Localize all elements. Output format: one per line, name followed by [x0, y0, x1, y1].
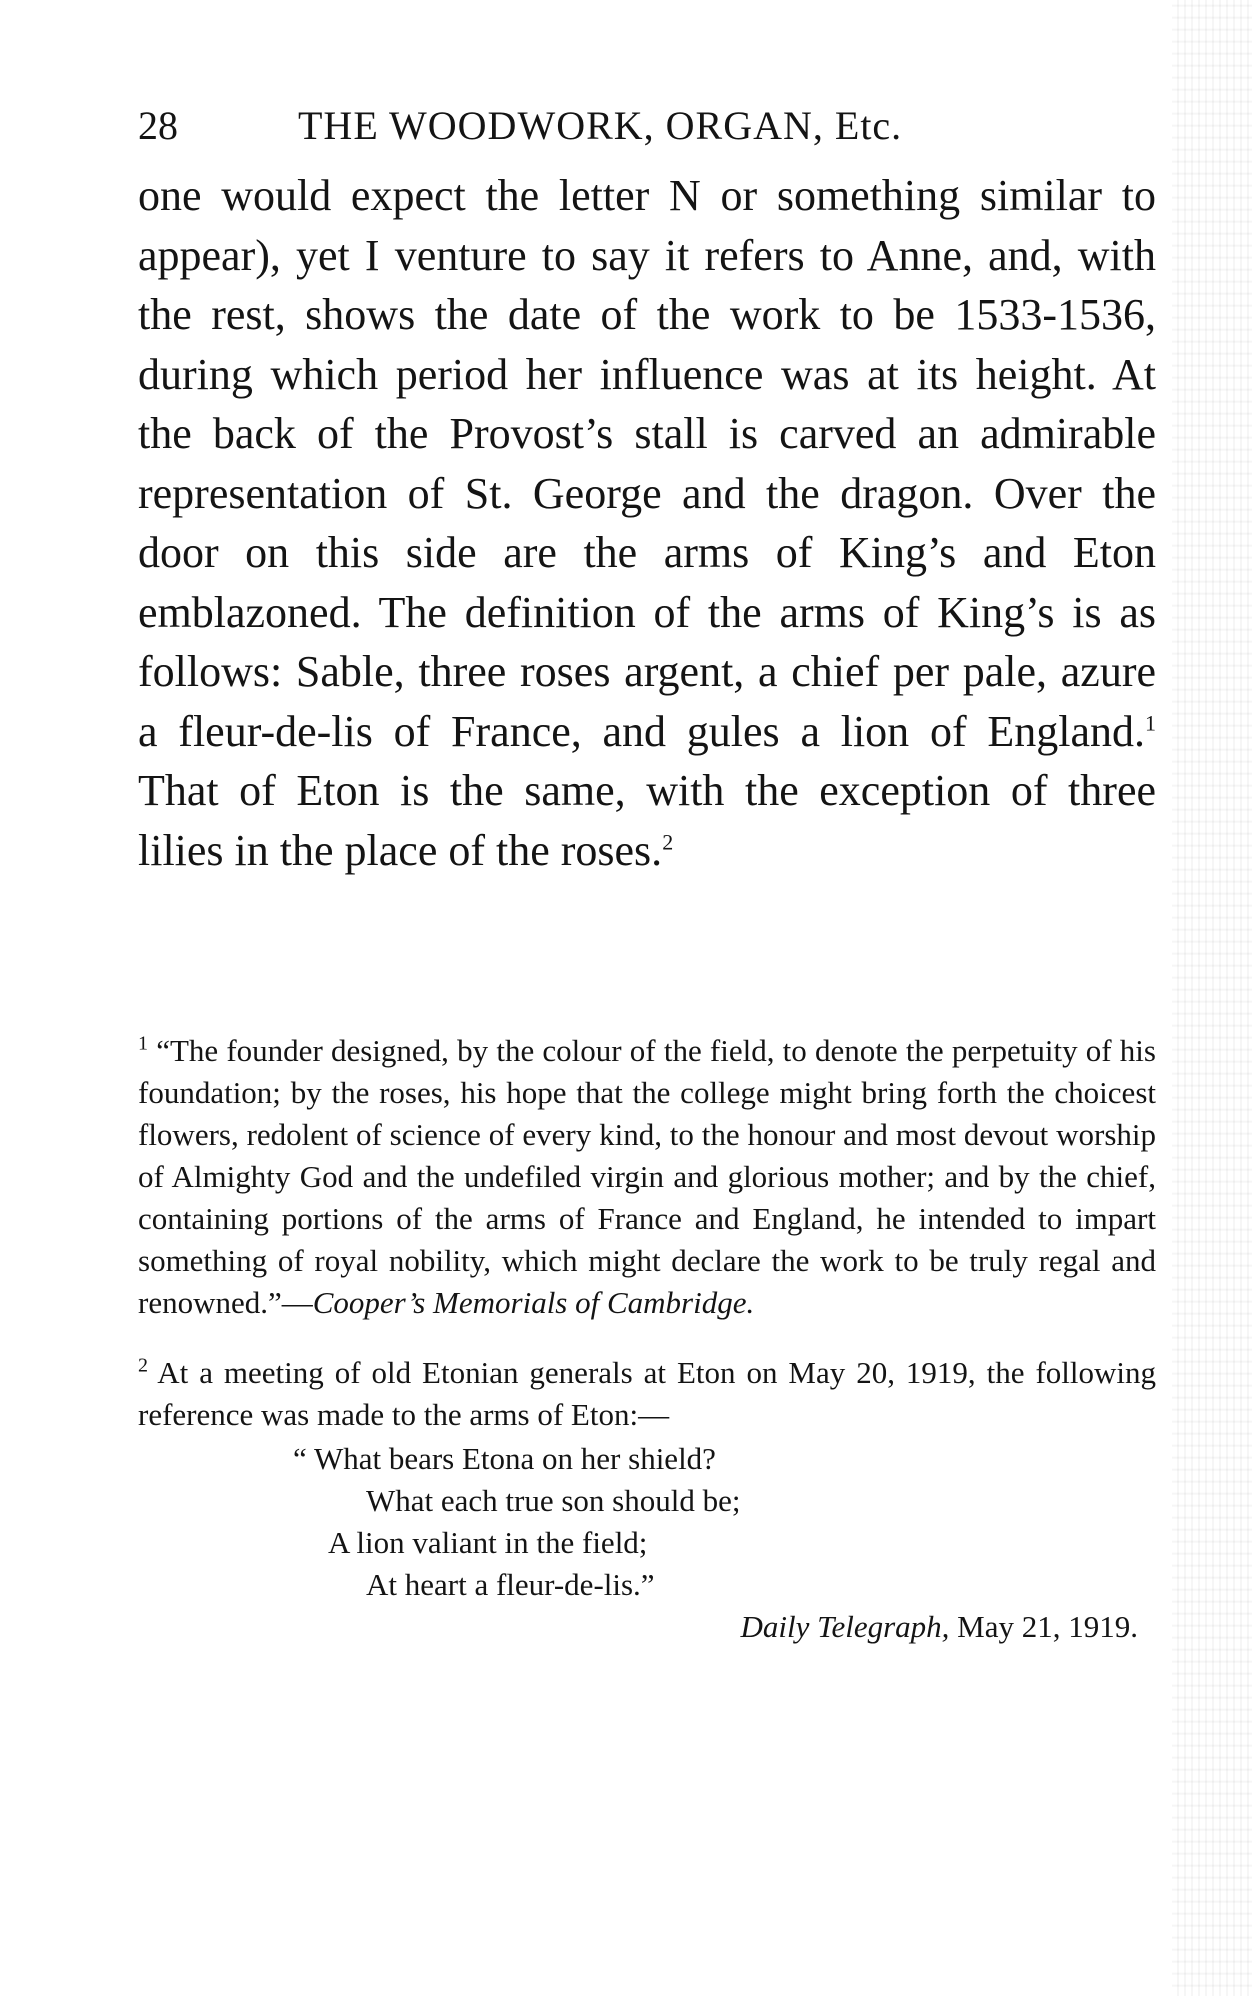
body-paragraph: [138, 166, 1156, 880]
verse-line: “ What bears Etona on her shield?: [293, 1441, 716, 1476]
footnote-2-marker: 2: [138, 1354, 148, 1377]
footnotes: [138, 1030, 1156, 1648]
footnote-reference-2: 2: [662, 828, 674, 854]
page-edge-texture: [1172, 0, 1252, 1996]
running-head: THE WOODWORK, ORGAN, Etc.: [298, 103, 903, 148]
page-header: [138, 96, 998, 156]
quoted-verse: [138, 1438, 1156, 1648]
footnote-2: [138, 1352, 1156, 1436]
attribution-date: May 21, 1919.: [949, 1609, 1138, 1644]
footnote-reference-1: 1: [1145, 709, 1156, 735]
body-paragraph-text: one would expect the letter N or something similar to appear), yet I venture to say it refers to Anne, and, with the rest, shows the date of the work to be 1533-1536, during which period her influence was at its height. At the back of the Provost’s stall is carved an admirable representation of St. George and the dragon. Over the door on this side are the arms of King’s and Eton emblazoned. The definition of the arms of King’s is as follows: Sable, three roses argent, a chief per pale, azure a fleur-de-lis of France, and gules a lion of England.: [138, 171, 1156, 756]
page-number: 28: [138, 103, 178, 148]
verse-line: A lion valiant in the field;: [328, 1525, 648, 1560]
attribution-source: Daily Telegraph,: [740, 1609, 950, 1644]
verse-attribution: [138, 1606, 1156, 1648]
footnote-1: [138, 1030, 1156, 1324]
body-text: [138, 166, 1156, 880]
verse-line: At heart a fleur-de-lis.”: [366, 1567, 655, 1602]
verse-line: What each true son should be;: [366, 1483, 741, 1518]
footnote-1-source: Cooper’s Memorials of Cambridge.: [312, 1285, 755, 1320]
body-paragraph-tail: That of Eton is the same, with the exception of three lilies in the place of the roses.: [138, 766, 1156, 875]
footnote-1-text: “The founder designed, by the colour of the field, to denote the perpetuity of his foundation; by the roses, his hope that the college might bring forth the choicest flowers, redolent of science of every kind, to the honour and most devout worship of Almighty God and the undefiled virgin and glorious mother; and by the chief, containing portions of the arms of France and England, he intended to impart something of royal nobility, which might declare the work to be truly regal and renowned.”—: [138, 1033, 1156, 1320]
footnote-1-marker: 1: [138, 1032, 148, 1055]
footnote-2-text: At a meeting of old Etonian generals at Eton on May 20, 1919, the following reference was made to the arms of Eton:—: [138, 1355, 1156, 1432]
